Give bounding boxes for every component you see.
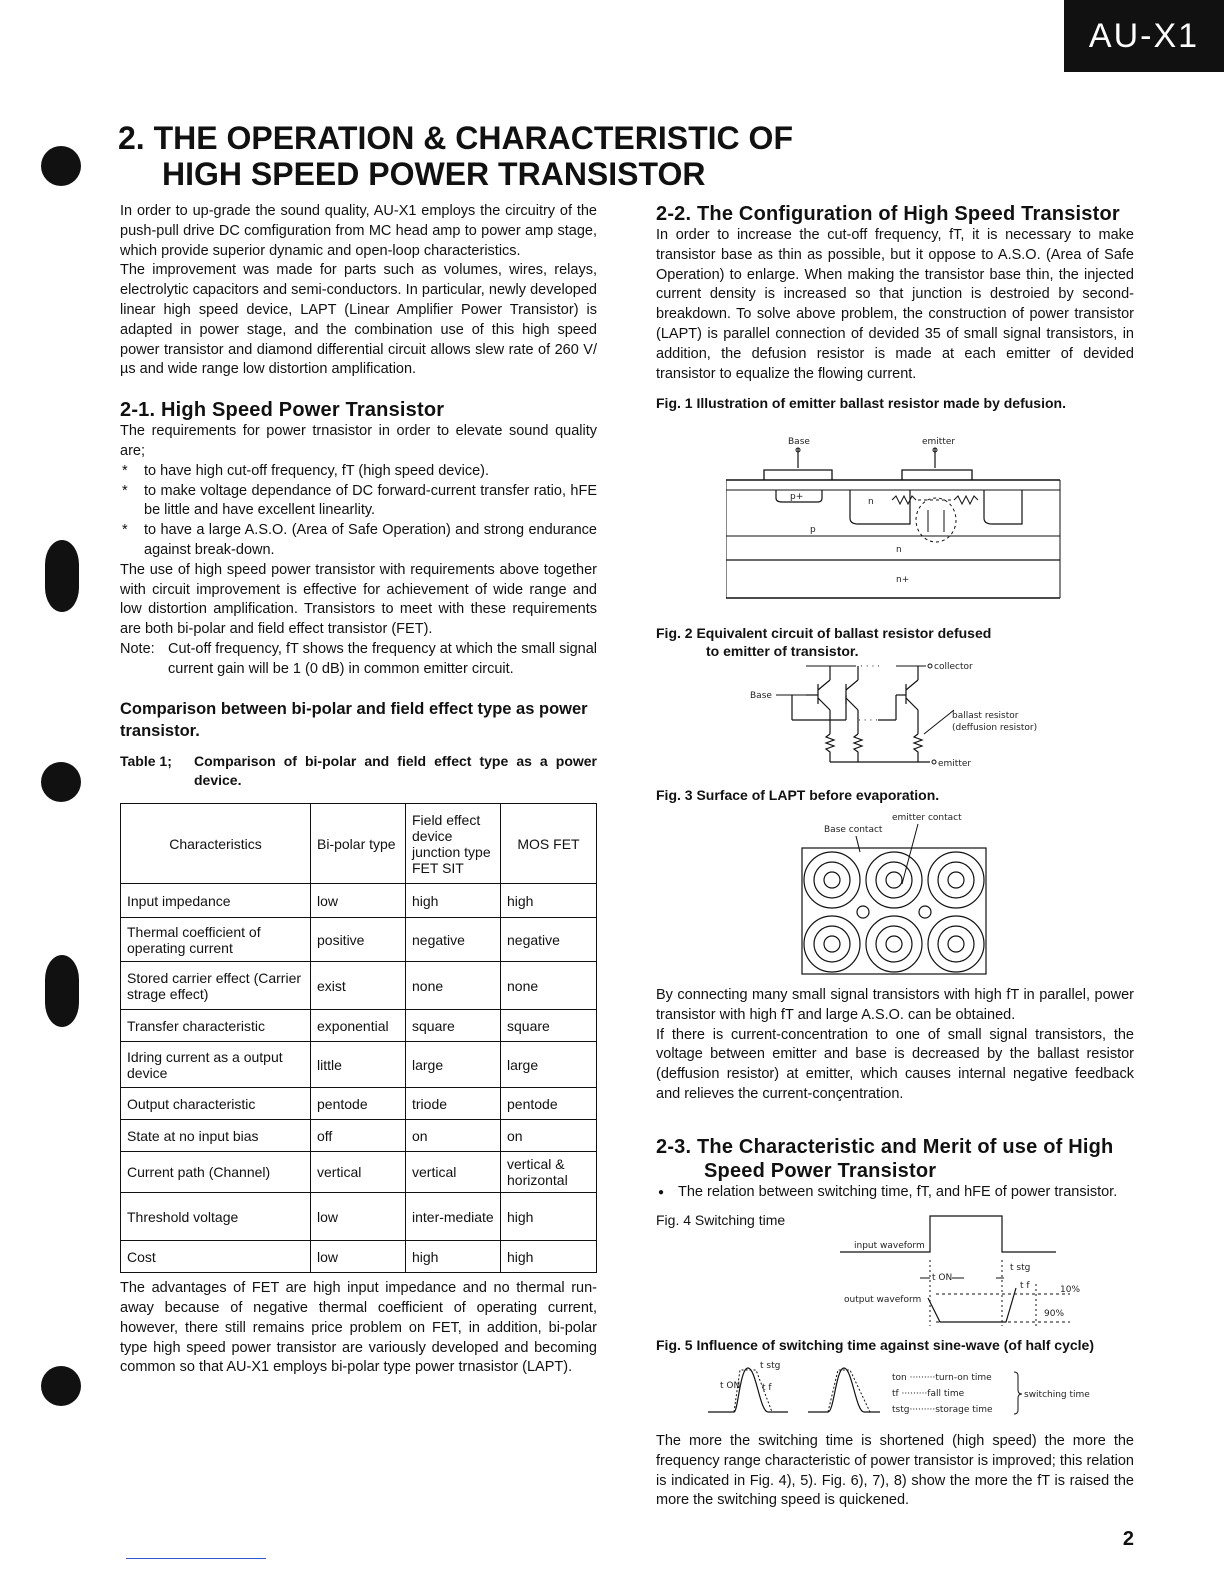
table-cell: high (501, 884, 597, 918)
table-cell: none (501, 962, 597, 1010)
fig5-label-switching: switching time (1024, 1390, 1090, 1400)
fig2-label-emitter: emitter (938, 759, 972, 769)
table-row (121, 918, 597, 962)
fig1-label-p: p (810, 525, 816, 535)
table-row (121, 1088, 597, 1120)
table-cell: triode (406, 1088, 501, 1120)
section-2-2-heading: 2-2. The Configuration of High Speed Transistor (656, 203, 1120, 225)
fig2-diagram (746, 658, 1046, 774)
table-cell: square (406, 1010, 501, 1042)
table-row (121, 1193, 597, 1241)
closing-paragraph: The more the switching time is shortened (high speed) the more the frequency range characteristic of power transistor is improved; this relation is indicated in Fig. 4), 5). Fig. 6), 7), 8) show the more the fT is raised the more the switching speed is quickened. (656, 1433, 1134, 1509)
fig2-caption (656, 624, 1134, 660)
table-cell: high (406, 884, 501, 918)
fig1-label-n-plus: n+ (896, 575, 910, 585)
table-row (121, 1042, 597, 1088)
relation-item: ● The relation between switching time, fT, and hFE of power transistor. (656, 1183, 1134, 1203)
binder-hole (45, 540, 79, 612)
right-column-lower (656, 986, 1134, 1229)
section-paragraph: The requirements for power trnasistor in order to elevate sound quality are; (120, 423, 597, 459)
fig3-label-base-contact: Base contact (824, 825, 883, 835)
table-row (121, 884, 597, 918)
fig2-label-deffusion: (deffusion resistor) (952, 723, 1038, 733)
fig5-caption-box (656, 1336, 1134, 1354)
fig1-caption: Fig. 1 Illustration of emitter ballast resistor made by defusion. (656, 395, 1066, 412)
fig4-label-input: input waveform (854, 1241, 925, 1251)
table-header-cell: Field effect device junction type FET SIT (406, 804, 501, 884)
section-paragraph: The use of high speed power transistor with requirements above together with circuit improvement is effective for achievement of wide range and low distortion amplification. Transistors to meet with these requirements are both bi-polar and field effect transistor (FET). (120, 561, 597, 638)
table-caption (120, 752, 597, 792)
fig4-label-tf: t f (1020, 1281, 1030, 1291)
svg-text:· · · ·: · · · · (858, 716, 879, 726)
fig5-label-tstg: t stg (760, 1361, 781, 1371)
table-cell: pentode (501, 1088, 597, 1120)
table-cell: pentode (311, 1088, 406, 1120)
table-cell: little (311, 1042, 406, 1088)
table-row (121, 1152, 597, 1193)
requirement-item: * to have high cut-off frequency, fT (high speed device). (120, 462, 597, 482)
fig2-caption-line-1: Fig. 2 Equivalent circuit of ballast resistor defused (656, 625, 992, 641)
fig3-diagram (796, 808, 996, 980)
table-cell: State at no input bias (121, 1120, 311, 1152)
page-title (118, 120, 818, 192)
table-cell: low (311, 884, 406, 918)
fig3-label-emitter-contact: emitter contact (892, 813, 962, 823)
binder-hole (41, 146, 81, 186)
table-cell: Thermal coefficient of operating current (121, 918, 311, 962)
binder-hole (41, 1366, 81, 1406)
table-cell: Stored carrier effect (Carrier strage effect) (121, 962, 311, 1010)
fig1-label-n-mid: n (896, 545, 902, 555)
note-label: Note: (120, 640, 155, 657)
section-paragraph: In order to increase the cut-off frequency, fT, it is necessary to make transistor base as thin as possible, but it oppose to A.S.O. (Area of Safe Operation) to enlarge. When making the transistor base thin, the injected current density is increased so that junction is destroied by second-breakdown. To solve above problem, the construction of power transistor (LAPT) is parallel connection of devided 35 of small signal transistors, in addition, the defusion resistor is made at each emitter of devided transistor to equalize the flowing current. (656, 227, 1134, 382)
fig2-label-base: Base (750, 691, 772, 701)
left-column (120, 202, 597, 1378)
fig2-caption-line-2: to emitter of transistor. (706, 643, 859, 659)
table-cell: off (311, 1120, 406, 1152)
table-cell: negative (406, 918, 501, 962)
table-header-cell: Characteristics (121, 804, 311, 884)
section-2-3-heading (656, 1135, 1134, 1183)
page-number: 2 (1122, 1528, 1134, 1550)
section-paragraph: If there is current-concentration to one of small signal transistors, the voltage between emitter and base is decreased by the ballast resistor (deffusion resistor) at emitter, which causes internal negative feedback and relieves the current-conçentration. (656, 1026, 1134, 1102)
fig5-legend-tf: tf ·········fall time (892, 1389, 965, 1399)
table-cell: none (406, 962, 501, 1010)
fig2-label-ballast: ballast resistor (952, 711, 1019, 721)
fig4-diagram (840, 1214, 1100, 1332)
table-cell: low (311, 1241, 406, 1273)
intro-paragraph: The improvement was made for parts such as volumes, wires, relays, electrolytic capacitors and semi-conductors. In particular, newly developed linear high speed device, LAPT (Linear Amplifier Power Transistor) is adapted in power stage, and the combination use of this high speed power transistor and diamond differential circuit allows slew rate of 260 V/µs and wide range low distortion amplification. (120, 262, 597, 378)
right-column (656, 202, 1134, 412)
fig3-caption: Fig. 3 Surface of LAPT before evaporation. (656, 787, 940, 803)
comparison-heading: Comparison between bi-polar and field effect type as power transistor. (120, 699, 588, 740)
table-cell: vertical & horizontal (501, 1152, 597, 1193)
binder-hole (41, 762, 81, 802)
fig4-label-90: 90% (1044, 1309, 1065, 1319)
table-cell: Idring current as a output device (121, 1042, 311, 1088)
table-row (121, 962, 597, 1010)
table-cell: square (501, 1010, 597, 1042)
section-paragraph: By connecting many small signal transistors with high fT in parallel, power transistor with high fT and large A.S.O. can be obtained. (656, 987, 1134, 1023)
title-line-1: 2. THE OPERATION & CHARACTERISTIC OF (118, 120, 793, 156)
fig4-label-output: output waveform (844, 1295, 922, 1305)
table-cell: Transfer characteristic (121, 1010, 311, 1042)
table-cell: on (501, 1120, 597, 1152)
fig1-label-p-plus: p+ (790, 492, 804, 502)
fig1-label-n-left: n (868, 497, 874, 507)
table-cell: positive (311, 918, 406, 962)
section-2-3-heading-line-1: 2-3. The Characteristic and Merit of use of High (656, 1135, 1114, 1158)
table-cell: negative (501, 918, 597, 962)
fig5-caption: Fig. 5 Influence of switching time against sine-wave (of half cycle) (656, 1337, 1094, 1353)
fig4-label-ton: t ON (932, 1273, 953, 1283)
requirement-item: * to make voltage dependance of DC forward-current transfer ratio, hFE be little and have excellent linearlity. (120, 482, 597, 522)
table-cell: large (501, 1042, 597, 1088)
table-header-cell: MOS FET (501, 804, 597, 884)
fig5-legend-tstg: tstg·········storage time (892, 1405, 993, 1415)
fig5-label-tf: t f (762, 1383, 772, 1393)
table-cell: vertical (311, 1152, 406, 1193)
table-row (121, 1120, 597, 1152)
table-header-row (121, 804, 597, 884)
section-2-1-heading: 2-1. High Speed Power Transistor (120, 399, 445, 422)
table-cell: inter-mediate (406, 1193, 501, 1241)
table-cell: Current path (Channel) (121, 1152, 311, 1193)
model-tag: AU-X1 (1064, 0, 1224, 72)
fig4-label-10: 10% (1060, 1285, 1081, 1295)
table-header-cell: Bi-polar type (311, 804, 406, 884)
table-cell: high (501, 1241, 597, 1273)
fig3-caption-box (656, 786, 1134, 804)
fig1-label-base: Base (788, 437, 810, 447)
table-cell: Input impedance (121, 884, 311, 918)
table-cell: on (406, 1120, 501, 1152)
table-caption-label: Table 1; (120, 752, 172, 769)
footer-rule (126, 1558, 266, 1559)
fig2-label-collector: collector (934, 662, 973, 672)
note-text: Cut-off frequency, fT shows the frequency at which the small signal current gain will be 1 (0 dB) in common emitter circuit. (168, 640, 597, 677)
comparison-table (120, 803, 597, 1273)
table-cell: Cost (121, 1241, 311, 1273)
note (120, 640, 597, 680)
table-cell: exponential (311, 1010, 406, 1042)
table-caption-text: Comparison of bi-polar and field effect type as a power device. (194, 752, 597, 789)
binder-hole (45, 955, 79, 1027)
fig4-label-tstg: t stg (1010, 1263, 1031, 1273)
fig5-label-ton: t ON (720, 1381, 741, 1391)
table-cell: Output characteristic (121, 1088, 311, 1120)
svg-text:· · · ·: · · · · (860, 662, 881, 672)
table-cell: exist (311, 962, 406, 1010)
closing-paragraph: The advantages of FET are high input impedance and no thermal run-away because of negative thermal coefficient of operating current, however, there still remains price problem on FET, in addition, bi-polar type high speed power transistor are variously developed and becoming common so that AU-X1 employs bi-polar type power trnasistor (LAPT). (120, 1280, 597, 1376)
table-row (121, 1010, 597, 1042)
table-cell: low (311, 1193, 406, 1241)
title-line-2: HIGH SPEED POWER TRANSISTOR (162, 156, 706, 192)
requirement-item: * to have a large A.S.O. (Area of Safe Operation) and strong endurance against break-down. (120, 521, 597, 561)
fig1-label-emitter: emitter (922, 437, 956, 447)
intro-paragraph: In order to up-grade the sound quality, AU-X1 employs the circuitry of the push-pull drive DC comfiguration from MC head amp to power amp stage, which provide superior dynamic and open-loop characteristics. (120, 203, 597, 259)
table-cell: vertical (406, 1152, 501, 1193)
fig5-legend-ton: ton ·········turn-on time (892, 1373, 992, 1383)
fig5-diagram (704, 1358, 1104, 1420)
table-cell: Threshold voltage (121, 1193, 311, 1241)
table-row (121, 1241, 597, 1273)
table-cell: high (501, 1193, 597, 1241)
section-2-3-heading-line-2: Speed Power Transistor (704, 1159, 937, 1182)
fig4-caption: Fig. 4 Switching time (656, 1211, 786, 1228)
table-cell: high (406, 1241, 501, 1273)
table-cell: large (406, 1042, 501, 1088)
right-closing-box (656, 1432, 1134, 1511)
fig1-diagram (726, 432, 1066, 628)
